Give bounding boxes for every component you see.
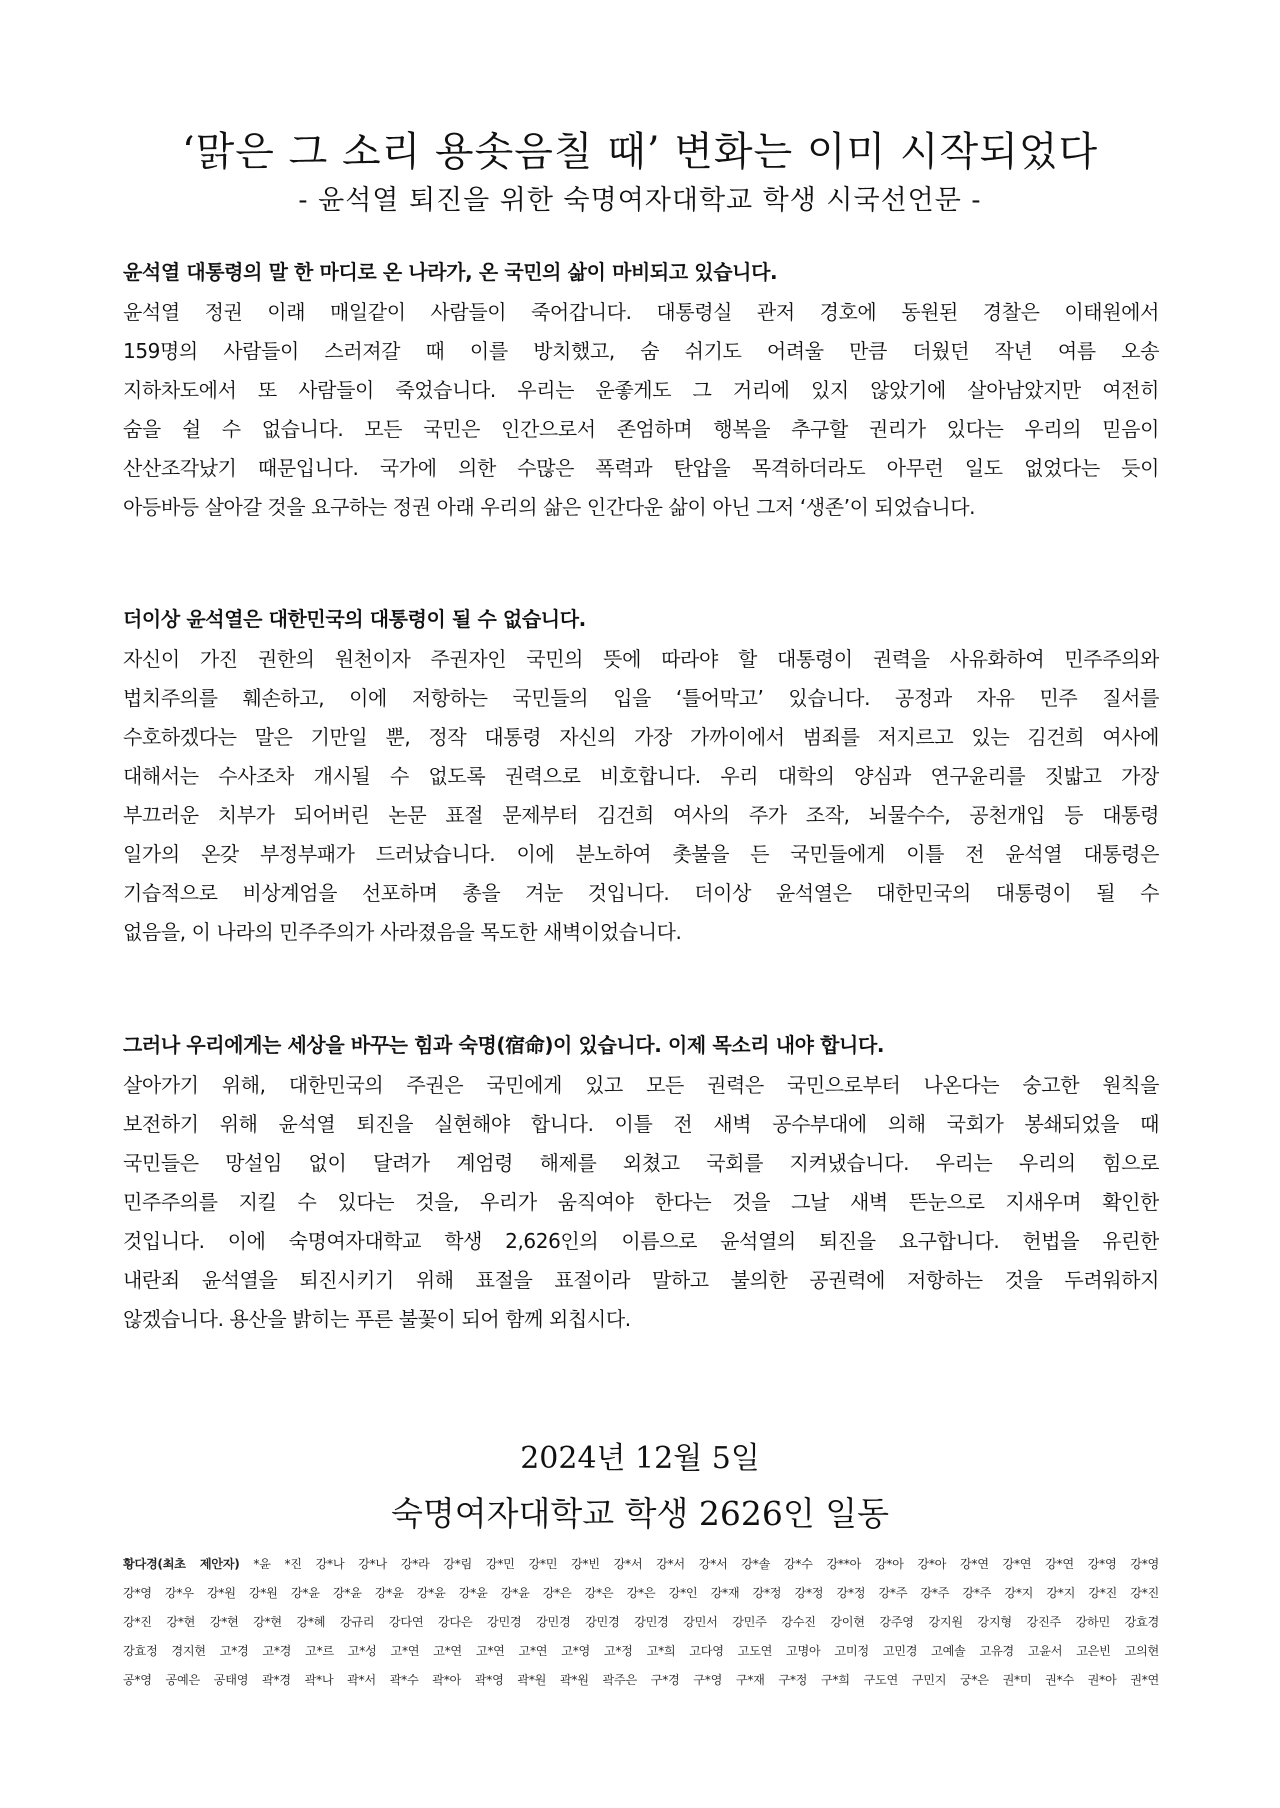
signatory-line [123, 1550, 1159, 1579]
statement-date: 2024년 12월 5일 [520, 1441, 760, 1476]
statement-subtitle: - 윤석열 퇴진을 위한 숙명여자대학교 학생 시국선언문 - [298, 185, 982, 216]
paragraph-line: 대해서는 수사조차 개시될 수 없도록 권력으로 비호합니다. 우리 대학의 양심과 연구윤리를 짓밟고 가장 [123, 764, 1159, 788]
paragraph-line: 아등바등 살아갈 것을 요구하는 정권 아래 우리의 삶은 인간다운 삶이 아닌 그저 ‘생존’이 되었습니다. [123, 495, 976, 519]
paragraph-line: 159명의 사람들이 스러져갈 때 이를 방치했고, 숨 쉬기도 어려울 만큼 더웠던 작년 여름 오송 [123, 339, 1159, 363]
signatory-line: 공*영 공예은 공태영 곽*경 곽*나 곽*서 곽*수 곽*아 곽*영 곽*원 곽*원 곽주은 구*경 구*영 구*재 구*정 구*희 구도연 구민지 궁*은 권*미 권*수 권*아 권*연 [123, 1673, 1159, 1687]
proposer-name: 황다경(최초 제안자) [123, 1557, 240, 1571]
paragraph-line: 국민들은 망설임 없이 달려가 계엄령 해제를 외쳤고 국회를 지켜냈습니다. 우리는 우리의 힘으로 [123, 1151, 1159, 1175]
signatory-line: 강*진 강*현 강*현 강*현 강*혜 강규리 강다연 강다은 강민경 강민경 강민경 강민경 강민서 강민주 강수진 강이현 강주영 강지원 강지형 강진주 강하민 강효경 [123, 1615, 1159, 1629]
paragraph-line: 않겠습니다. 용산을 밝히는 푸른 불꽃이 되어 함께 외칩시다. [123, 1307, 631, 1331]
paragraph-line: 보전하기 위해 윤석열 퇴진을 실현해야 합니다. 이틀 전 새벽 공수부대에 의해 국회가 봉쇄되었을 때 [123, 1112, 1159, 1136]
paragraph-line: 지하차도에서 또 사람들이 죽었습니다. 우리는 운좋게도 그 거리에 있지 않았기에 살아남았지만 여전히 [123, 378, 1159, 402]
section-1-heading: 윤석열 대통령의 말 한 마디로 온 나라가, 온 국민의 삶이 마비되고 있습니다. [123, 260, 778, 284]
paragraph-line: 민주주의를 지킬 수 있다는 것을, 우리가 움직여야 한다는 것을 그날 새벽 뜬눈으로 지새우며 확인한 [123, 1190, 1159, 1214]
statement-title: ‘맑은 그 소리 용솟음칠 때’ 변화는 이미 시작되었다 [181, 129, 1099, 175]
paragraph-line: 기습적으로 비상계엄을 선포하며 총을 겨눈 것입니다. 더이상 윤석열은 대한민국의 대통령이 될 수 [123, 881, 1159, 905]
paragraph-line: 자신이 가진 권한의 원천이자 주권자인 국민의 뜻에 따라야 할 대통령이 권력을 사유화하여 민주주의와 [123, 647, 1159, 671]
paragraph-line: 부끄러운 치부가 되어버린 논문 표절 문제부터 김건희 여사의 주가 조작, 뇌물수수, 공천개입 등 대통령 [123, 803, 1159, 827]
paragraph-line: 일가의 온갖 부정부패가 드러났습니다. 이에 분노하여 촛불을 든 국민들에게 이틀 전 윤석열 대통령은 [123, 842, 1159, 866]
paragraph-line: 살아가기 위해, 대한민국의 주권은 국민에게 있고 모든 권력은 국민으로부터 나온다는 숭고한 원칙을 [123, 1073, 1159, 1097]
paragraph-line: 윤석열 정권 이래 매일같이 사람들이 죽어갑니다. 대통령실 관저 경호에 동원된 경찰은 이태원에서 [123, 300, 1159, 324]
section-3 [123, 1030, 1159, 1339]
paragraph-line: 것입니다. 이에 숙명여자대학교 학생 2,626인의 이름으로 윤석열의 퇴진을 요구합니다. 헌법을 유린한 [123, 1229, 1159, 1253]
signatory-line: 강효정 경지현 고*경 고*경 고*르 고*성 고*연 고*연 고*연 고*연 고*영 고*정 고*희 고다영 고도연 고명아 고미정 고민경 고예솔 고유경 고윤서 고은빈 고의현 [123, 1644, 1159, 1658]
signatory-line: 강*영 강*우 강*원 강*원 강*윤 강*윤 강*윤 강*윤 강*윤 강*윤 강*은 강*은 강*은 강*인 강*재 강*정 강*정 강*정 강*주 강*주 강*주 강*지 강*지 강*진 강*진 [123, 1586, 1159, 1600]
paragraph-line: 내란죄 윤석열을 퇴진시키기 위해 표절을 표절이라 말하고 불의한 공권력에 저항하는 것을 두려워하지 [123, 1268, 1159, 1292]
paragraph-line: 산산조각났기 때문입니다. 국가에 의한 수많은 폭력과 탄압을 목격하더라도 아무런 일도 없었다는 듯이 [123, 456, 1159, 480]
statement-organization: 숙명여자대학교 학생 2626인 일동 [391, 1494, 889, 1533]
section-1 [123, 257, 1159, 527]
section-2 [123, 604, 1159, 952]
paragraph-line: 법치주의를 훼손하고, 이에 저항하는 국민들의 입을 ‘틀어막고’ 있습니다. 공정과 자유 민주 질서를 [123, 686, 1159, 710]
paragraph-line: 없음을, 이 나라의 민주주의가 사라졌음을 목도한 새벽이었습니다. [123, 920, 682, 944]
paragraph-line: 숨을 쉴 수 없습니다. 모든 국민은 인간으로서 존엄하며 행복을 추구할 권리가 있다는 우리의 믿음이 [123, 417, 1159, 441]
signatory-names: *윤 *진 강*나 강*나 강*라 강*림 강*민 강*민 강*빈 강*서 강*서 강*서 강*솔 강*수 강**아 강*아 강*아 강*연 강*연 강*연 강*영 강*영 [253, 1557, 1159, 1571]
signatory-list [123, 1550, 1159, 1695]
paragraph-line: 수호하겠다는 말은 기만일 뿐, 정작 대통령 자신의 가장 가까이에서 범죄를 저지르고 있는 김건희 여사에 [123, 725, 1159, 749]
section-2-heading: 더이상 윤석열은 대한민국의 대통령이 될 수 없습니다. [123, 607, 586, 631]
section-3-heading: 그러나 우리에게는 세상을 바꾸는 힘과 숙명(宿命)이 있습니다. 이제 목소리 내야 합니다. [123, 1033, 885, 1057]
